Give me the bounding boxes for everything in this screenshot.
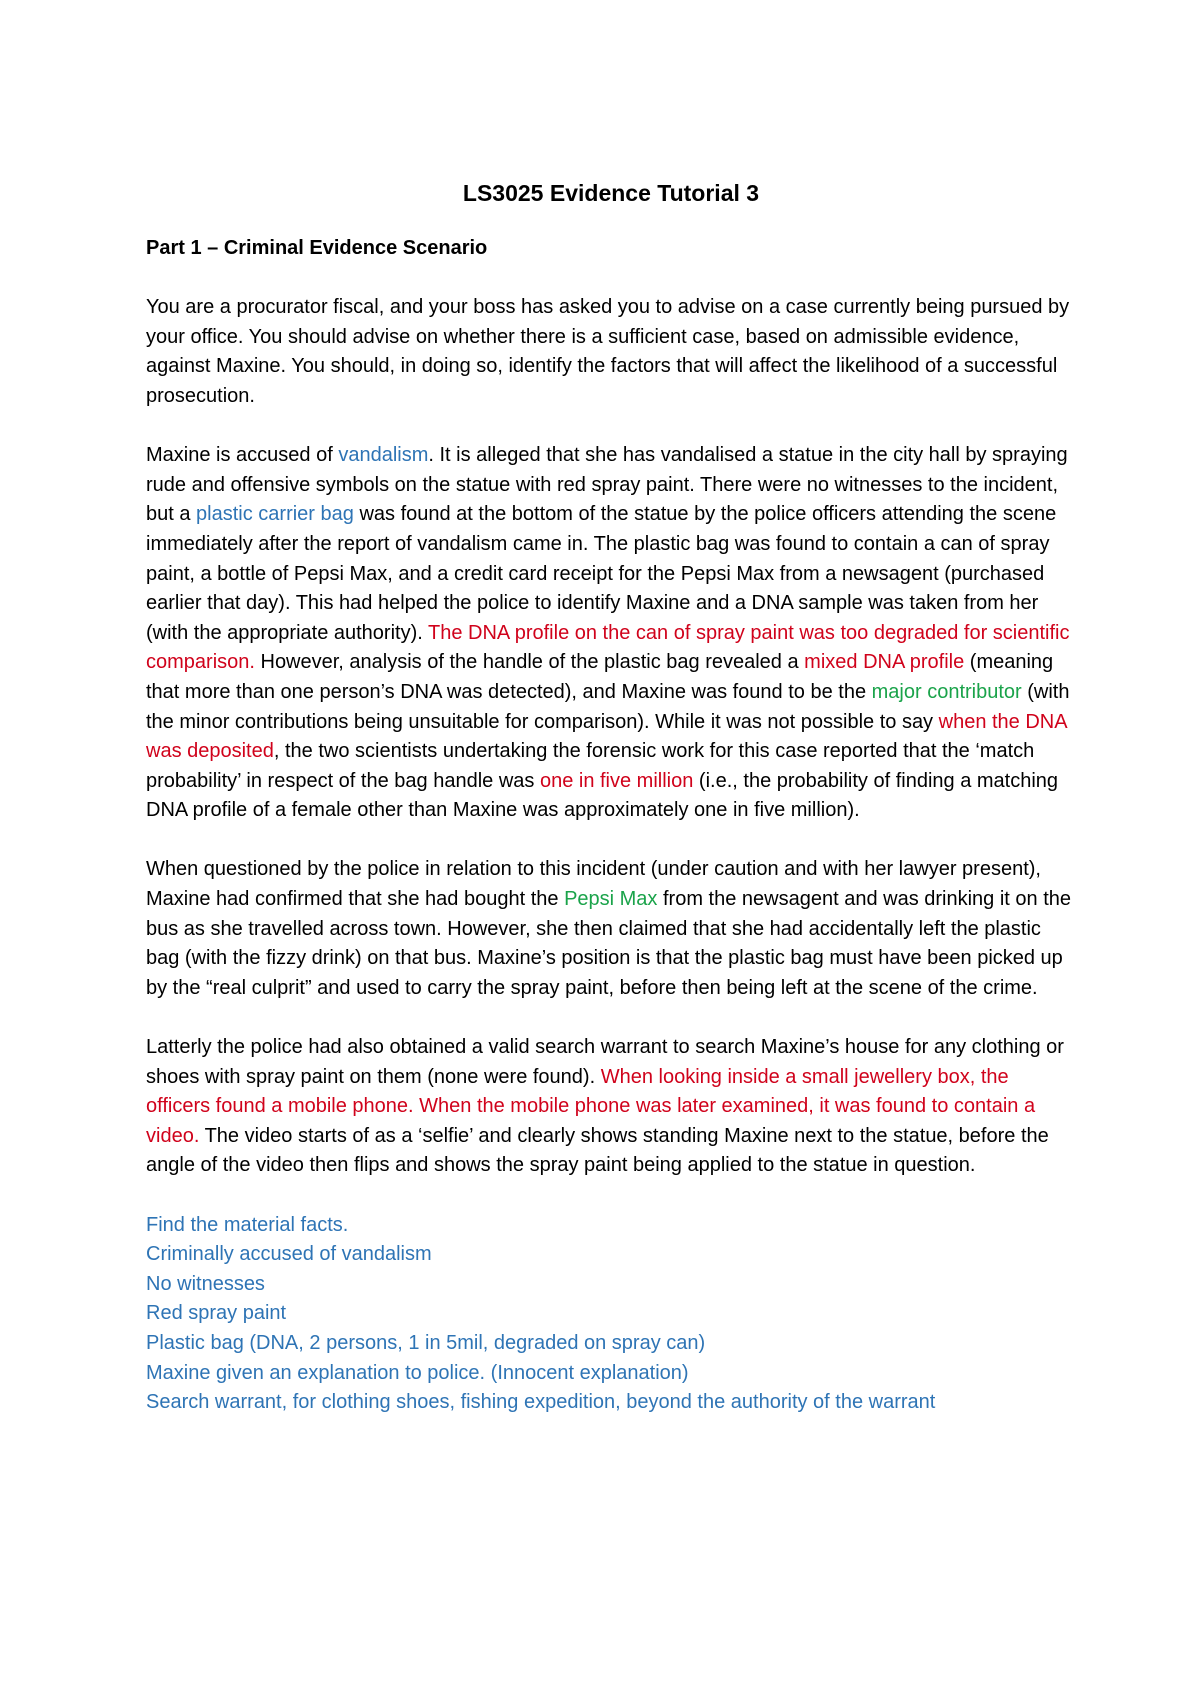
highlight-pepsi-max: Pepsi Max — [564, 888, 658, 911]
material-facts-notes — [146, 1211, 1076, 1418]
highlight-dna-degraded: The DNA profile on the can of spray paint was too degraded for scientific comparison. — [146, 621, 1070, 674]
text-span: The video starts of as a ‘selfie’ and clearly shows standing Maxine next to the statue, before the angle of the video then flips and shows the spray paint being applied to the statue in question. — [146, 1124, 1049, 1177]
paragraph-questioning — [146, 855, 1076, 1003]
note-line: Plastic bag (DNA, 2 persons, 1 in 5mil, degraded on spray can) — [146, 1331, 706, 1354]
note-line: Find the material facts. — [146, 1213, 349, 1236]
text-span: (meaning that more than one person’s DNA was detected), and Maxine was found to be the — [146, 651, 1054, 703]
paragraph-search-warrant — [146, 1033, 1076, 1181]
note-line: Maxine given an explanation to police. (Innocent explanation) — [146, 1361, 689, 1384]
note-line: Search warrant, for clothing shoes, fishing expedition, beyond the authority of the warrant — [146, 1391, 936, 1414]
text-span: . It is alleged that she has vandalised a statue in the city hall by spraying rude and offensive symbols on the statue with red spray paint. There were no witnesses to the incident, but a — [146, 444, 1068, 526]
highlight-mobile-phone-video: When looking inside a small jewellery box, the officers found a mobile phone. When the mobile phone was later examined, it was found to contain a video. — [146, 1065, 1036, 1147]
text-span: When questioned by the police in relation to this incident (under caution and with her lawyer present), Maxine had confirmed that she had bought the — [146, 858, 1041, 911]
document-title: LS3025 Evidence Tutorial 3 — [462, 180, 760, 206]
note-line: Criminally accused of vandalism — [146, 1243, 432, 1266]
text-span: was found at the bottom of the statue by the police officers attending the scene immediately after the report of vandalism came in. The plastic bag was found to contain a can of spray paint, a bottle of Pepsi Max, and a credit card receipt for the Pepsi Max from a newsagent (purchased earlier that day). This had helped the police to identify Maxine and a DNA sample was taken from her (with the appropriate authority). — [146, 503, 1057, 644]
highlight-when-dna-deposited: when the DNA was deposited — [146, 710, 1067, 763]
highlight-major-contributor: major contributor — [871, 680, 1022, 703]
text-span: from the newsagent and was drinking it on the bus as she travelled across town. However, she then claimed that she had accidentally left the plastic bag (with the fizzy drink) on that bus. Maxine’s position is that the plastic bag must have been picked up by the “real culprit” and used to carry the spray paint, before then being left at the scene of the crime. — [146, 888, 1072, 999]
text-span: , the two scientists undertaking the forensic work for this case reported that the ‘match probability’ in respect of the bag handle was — [146, 740, 1035, 792]
highlight-mixed-dna-profile: mixed DNA profile — [804, 651, 965, 674]
highlight-one-in-five-million: one in five million — [539, 769, 694, 792]
highlight-plastic-carrier-bag: plastic carrier bag — [196, 503, 354, 526]
note-line: Red spray paint — [146, 1302, 287, 1325]
paragraph-facts — [146, 441, 1076, 826]
highlight-vandalism: vandalism — [338, 444, 429, 467]
text-span: However, analysis of the handle of the plastic bag revealed a — [254, 651, 805, 674]
text-span: (with the minor contributions being unsuitable for comparison). While it was not possible to say — [146, 680, 1070, 733]
paragraph-intro: You are a procurator fiscal, and your boss has asked you to advise on a case currently being pursued by your office. You should advise on whether there is a sufficient case, based on admissible evidence, against Maxine. You should, in doing so, identify the factors that will affect the likelihood of a successful prosecution. — [146, 296, 1070, 407]
document-page — [146, 178, 1076, 1418]
text-span: (i.e., the probability of finding a matching DNA profile of a female other than Maxine was approximately one in five million). — [146, 769, 1059, 822]
text-span: Latterly the police had also obtained a valid search warrant to search Maxine’s house for any clothing or shoes with spray paint on them (none were found). — [146, 1036, 1064, 1088]
part-heading: Part 1 – Criminal Evidence Scenario — [146, 237, 488, 259]
text-span: Maxine is accused of — [146, 444, 339, 467]
note-line: No witnesses — [146, 1272, 265, 1295]
